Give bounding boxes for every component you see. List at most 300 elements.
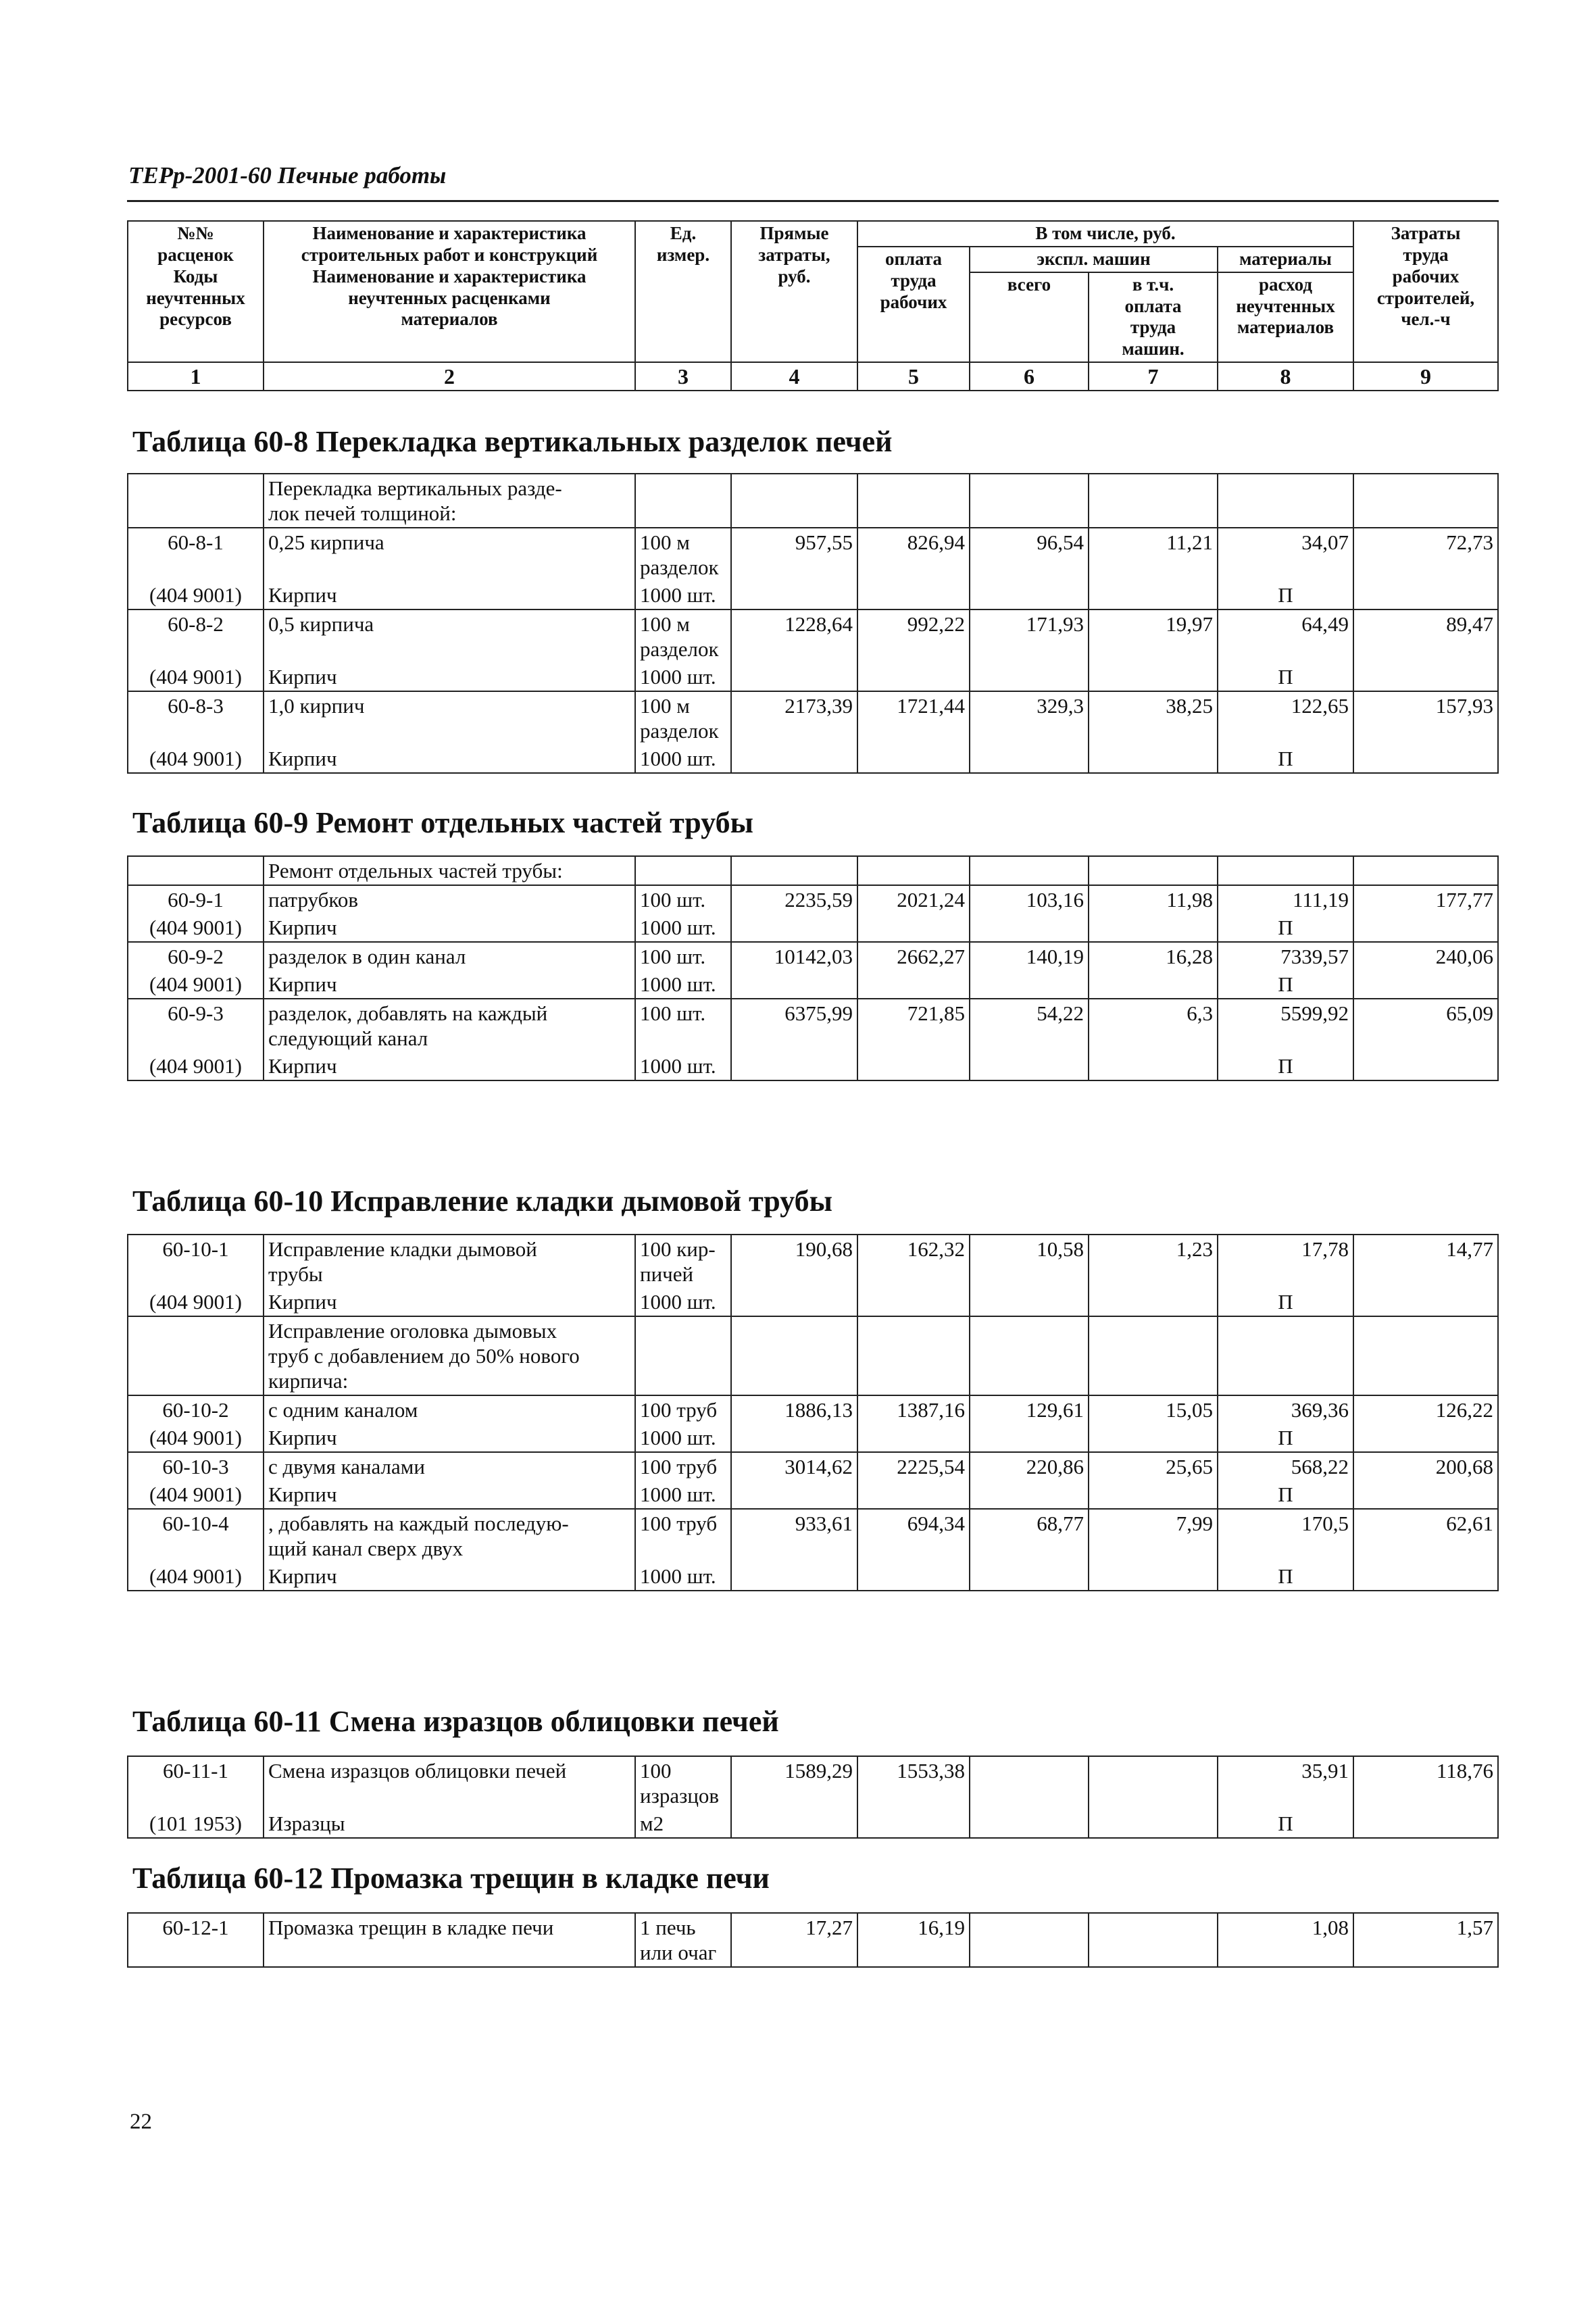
group-row: [128, 474, 1498, 528]
empty-cell: [731, 1562, 857, 1591]
header-machines: экспл. машин: [970, 247, 1218, 272]
table-row: [128, 1395, 1498, 1424]
header-line: расценок: [157, 244, 234, 265]
rate-code: 60-10-2: [128, 1395, 264, 1424]
table-title-60-9: Таблица 60-9 Ремонт отдельных частей трубы: [132, 806, 753, 839]
cell-line: 100 труб: [640, 1512, 718, 1535]
resource-material-mark: П: [1218, 581, 1353, 609]
value-mat: 111,19: [1218, 885, 1353, 914]
value-mat: 64,49: [1218, 609, 1353, 663]
table-row: [128, 885, 1498, 914]
value-direct: 6375,99: [731, 999, 857, 1052]
cell-line: 100 м: [640, 694, 690, 718]
unit: [635, 1452, 731, 1480]
work-name: [264, 528, 635, 581]
empty-cell: [635, 474, 731, 528]
resource-code: (101 1953): [128, 1810, 264, 1838]
resource-unit: 1000 шт.: [635, 1480, 731, 1509]
resource-name: Кирпич: [264, 1480, 635, 1509]
cell-line: разделок: [640, 555, 719, 579]
empty-cell: [1353, 1810, 1498, 1838]
value-mat: 17,78: [1218, 1235, 1353, 1288]
header-line: оплата: [1124, 295, 1182, 316]
cell-line: 100 труб: [640, 1455, 718, 1478]
resource-name: Кирпич: [264, 1288, 635, 1316]
resource-row: [128, 914, 1498, 942]
cell-line: лок печей толщиной:: [268, 501, 457, 525]
header-line: неучтенных: [146, 287, 245, 308]
cell-line: 0,5 кирпича: [268, 612, 374, 636]
column-number: 1: [128, 362, 264, 391]
column-number: 9: [1353, 362, 1498, 391]
header-line: Ед.: [670, 223, 697, 243]
empty-cell: [970, 581, 1089, 609]
resource-unit: 1000 шт.: [635, 1052, 731, 1080]
value-hours: 118,76: [1353, 1756, 1498, 1810]
value-hours: 157,93: [1353, 691, 1498, 745]
resource-row: [128, 1288, 1498, 1316]
unit: [635, 528, 731, 581]
value-mat: 369,36: [1218, 1395, 1353, 1424]
unit: [635, 1235, 731, 1288]
value-hours: 200,68: [1353, 1452, 1498, 1480]
value-mach-labor: 16,28: [1089, 942, 1218, 970]
table-row: [128, 942, 1498, 970]
value-labor: 1387,16: [857, 1395, 970, 1424]
value-hours: 62,61: [1353, 1509, 1498, 1562]
empty-cell: [1353, 474, 1498, 528]
empty-cell: [857, 856, 970, 885]
empty-cell: [1218, 1316, 1353, 1395]
empty-cell: [970, 474, 1089, 528]
table-row: [128, 1913, 1498, 1967]
table-60-8: [127, 473, 1499, 774]
rate-code: 60-8-1: [128, 528, 264, 581]
cell-line: 1,0 кирпич: [268, 694, 365, 718]
empty-cell: [970, 1480, 1089, 1509]
empty-cell: [857, 1562, 970, 1591]
value-direct: 933,61: [731, 1509, 857, 1562]
header-col-1: [128, 221, 264, 362]
cell-line: следующий канал: [268, 1026, 428, 1050]
value-hours: 72,73: [1353, 528, 1498, 581]
value-labor: 16,19: [857, 1913, 970, 1967]
empty-cell: [1218, 474, 1353, 528]
header-col-4: [731, 221, 857, 362]
rate-code: 60-11-1: [128, 1756, 264, 1810]
resource-material-mark: П: [1218, 914, 1353, 942]
empty-cell: [970, 663, 1089, 691]
header-materials-unaccounted: [1218, 272, 1353, 362]
cell-line: 100 кир-: [640, 1237, 716, 1261]
resource-row: [128, 745, 1498, 773]
header-line: затраты,: [758, 244, 830, 265]
cell-line: 100 м: [640, 530, 690, 554]
unit: [635, 1509, 731, 1562]
empty-cell: [857, 663, 970, 691]
value-direct: 1228,64: [731, 609, 857, 663]
resource-material-mark: П: [1218, 1480, 1353, 1509]
empty-cell: [857, 1288, 970, 1316]
empty-cell: [1353, 1316, 1498, 1395]
group-row: [128, 1316, 1498, 1395]
value-mat: 34,07: [1218, 528, 1353, 581]
header-labor-pay: [857, 247, 970, 362]
work-name: [264, 999, 635, 1052]
resource-unit: 1000 шт.: [635, 745, 731, 773]
empty-cell: [1353, 1052, 1498, 1080]
empty-cell: [1089, 914, 1218, 942]
value-mach-labor: 7,99: [1089, 1509, 1218, 1562]
unit: [635, 1395, 731, 1424]
resource-code: (404 9001): [128, 1288, 264, 1316]
resource-row: [128, 1810, 1498, 1838]
value-mach: 171,93: [970, 609, 1089, 663]
table-row: [128, 1509, 1498, 1562]
cell-line: 100 шт.: [640, 945, 706, 968]
resource-row: [128, 663, 1498, 691]
resource-material-mark: П: [1218, 1810, 1353, 1838]
empty-cell: [635, 1316, 731, 1395]
work-name: [264, 1452, 635, 1480]
unit: [635, 942, 731, 970]
table-row: [128, 609, 1498, 663]
empty-cell: [1089, 1480, 1218, 1509]
unit: [635, 1756, 731, 1810]
table-60-10: [127, 1234, 1499, 1591]
table-title-60-10: Таблица 60-10 Исправление кладки дымовой трубы: [132, 1185, 832, 1218]
value-hours: 89,47: [1353, 609, 1498, 663]
empty-cell: [731, 1052, 857, 1080]
header-line: руб.: [778, 266, 811, 287]
cell-line: патрубков: [268, 888, 359, 912]
header-materials: материалы: [1218, 247, 1353, 272]
value-mach-labor: 38,25: [1089, 691, 1218, 745]
header-line: Затраты: [1391, 223, 1461, 243]
value-mach: 10,58: [970, 1235, 1089, 1288]
cell-line: изразцов: [640, 1784, 720, 1808]
header-line: №№: [177, 223, 214, 243]
value-direct: 3014,62: [731, 1452, 857, 1480]
cell-line: разделок: [640, 637, 719, 661]
cell-line: разделок в один канал: [268, 945, 466, 968]
empty-cell: [1089, 1562, 1218, 1591]
table-title-60-11: Таблица 60-11 Смена изразцов облицовки печей: [132, 1705, 779, 1738]
value-hours: 240,06: [1353, 942, 1498, 970]
cell-line: 100 труб: [640, 1398, 718, 1422]
value-hours: 126,22: [1353, 1395, 1498, 1424]
value-labor: 992,22: [857, 609, 970, 663]
table-row: [128, 1452, 1498, 1480]
resource-code: (404 9001): [128, 581, 264, 609]
cell-line: 100: [640, 1759, 672, 1783]
empty-cell: [1353, 1424, 1498, 1452]
rate-code: 60-9-2: [128, 942, 264, 970]
value-labor: 2021,24: [857, 885, 970, 914]
value-mat: 5599,92: [1218, 999, 1353, 1052]
resource-row: [128, 970, 1498, 999]
empty-cell: [857, 914, 970, 942]
resource-name: Кирпич: [264, 663, 635, 691]
running-header: ТЕРр-2001-60 Печные работы: [128, 162, 447, 189]
value-labor: 1553,38: [857, 1756, 970, 1810]
header-line: машин.: [1122, 339, 1184, 359]
resource-name: Кирпич: [264, 745, 635, 773]
header-line: ресурсов: [159, 309, 232, 330]
resource-code: (404 9001): [128, 663, 264, 691]
empty-cell: [857, 1424, 970, 1452]
header-line: строительных работ и конструкций: [301, 244, 598, 265]
header-line: неучтенных: [1236, 295, 1335, 316]
header-line: оплата: [884, 248, 943, 269]
cell-line: кирпича:: [268, 1369, 349, 1393]
unit: [635, 609, 731, 663]
value-direct: 957,55: [731, 528, 857, 581]
empty-cell: [1218, 856, 1353, 885]
empty-cell: [970, 1424, 1089, 1452]
table-row: [128, 1756, 1498, 1810]
resource-code: (404 9001): [128, 1562, 264, 1591]
empty-cell: [731, 581, 857, 609]
header-line: в т.ч.: [1132, 274, 1174, 295]
value-labor: 1721,44: [857, 691, 970, 745]
unit: [635, 885, 731, 914]
value-direct: 1886,13: [731, 1395, 857, 1424]
empty-cell: [1089, 1316, 1218, 1395]
resource-material-mark: П: [1218, 1288, 1353, 1316]
value-hours: 14,77: [1353, 1235, 1498, 1288]
value-mach: 96,54: [970, 528, 1089, 581]
empty-cell: [857, 1052, 970, 1080]
empty-cell: [970, 1052, 1089, 1080]
resource-row: [128, 581, 1498, 609]
value-mach-labor: 25,65: [1089, 1452, 1218, 1480]
header-line: материалов: [401, 309, 498, 330]
resource-code: (404 9001): [128, 1480, 264, 1509]
group-label: [264, 856, 635, 885]
column-number: 8: [1218, 362, 1353, 391]
value-labor: 162,32: [857, 1235, 970, 1288]
empty-cell: [731, 1810, 857, 1838]
cell-line: Исправление оголовка дымовых: [268, 1319, 557, 1343]
table-row: [128, 1235, 1498, 1288]
empty-cell: [1353, 1562, 1498, 1591]
group-label: [264, 474, 635, 528]
resource-unit: 1000 шт.: [635, 1424, 731, 1452]
empty-cell: [857, 581, 970, 609]
empty-cell: [1089, 745, 1218, 773]
value-mach-labor: 15,05: [1089, 1395, 1218, 1424]
table-60-9: [127, 855, 1499, 1081]
resource-material-mark: П: [1218, 1052, 1353, 1080]
empty-cell: [128, 856, 264, 885]
work-name: [264, 1913, 635, 1967]
work-name: [264, 942, 635, 970]
empty-cell: [128, 474, 264, 528]
empty-cell: [1353, 970, 1498, 999]
resource-row: [128, 1052, 1498, 1080]
group-label: [264, 1316, 635, 1395]
table-row: [128, 528, 1498, 581]
header-line: Прямые: [759, 223, 829, 243]
empty-cell: [970, 970, 1089, 999]
cell-line: 0,25 кирпича: [268, 530, 384, 554]
header-rule: [127, 200, 1499, 202]
resource-name: Кирпич: [264, 1052, 635, 1080]
resource-unit: 1000 шт.: [635, 970, 731, 999]
cell-line: 100 шт.: [640, 1001, 706, 1025]
work-name: [264, 609, 635, 663]
empty-cell: [731, 745, 857, 773]
empty-cell: [1353, 856, 1498, 885]
header-line: неучтенных расценками: [348, 287, 551, 308]
value-mat: 35,91: [1218, 1756, 1353, 1810]
empty-cell: [1089, 1424, 1218, 1452]
header-line: Наименование и характеристика: [312, 266, 587, 287]
empty-cell: [731, 1288, 857, 1316]
header-line: измер.: [656, 244, 710, 265]
column-number: 7: [1089, 362, 1218, 391]
resource-name: Кирпич: [264, 1562, 635, 1591]
unit: [635, 1913, 731, 1967]
resource-name: Изразцы: [264, 1810, 635, 1838]
header-line: рабочих: [880, 291, 947, 312]
header-line: Коды: [173, 266, 218, 287]
value-labor: 721,85: [857, 999, 970, 1052]
column-number: 6: [970, 362, 1089, 391]
resource-name: Кирпич: [264, 581, 635, 609]
empty-cell: [857, 1316, 970, 1395]
empty-cell: [1089, 1810, 1218, 1838]
column-number: 2: [264, 362, 635, 391]
rate-code: 60-10-3: [128, 1452, 264, 1480]
resource-unit: 1000 шт.: [635, 1288, 731, 1316]
resource-code: (404 9001): [128, 1052, 264, 1080]
header-line: чел.-ч: [1401, 309, 1451, 330]
value-hours: 65,09: [1353, 999, 1498, 1052]
empty-cell: [857, 1810, 970, 1838]
empty-cell: [635, 856, 731, 885]
cell-line: 100 шт.: [640, 888, 706, 912]
empty-cell: [1089, 581, 1218, 609]
header-machines-total: всего: [970, 272, 1089, 362]
cell-line: с одним каналом: [268, 1398, 418, 1422]
resource-unit: м2: [635, 1810, 731, 1838]
value-mach: [970, 1756, 1089, 1810]
cell-line: с двумя каналами: [268, 1455, 425, 1478]
empty-cell: [1089, 970, 1218, 999]
resource-unit: 1000 шт.: [635, 1562, 731, 1591]
cell-line: 100 м: [640, 612, 690, 636]
unit: [635, 691, 731, 745]
empty-cell: [731, 970, 857, 999]
cell-line: разделок, добавлять на каждый: [268, 1001, 548, 1025]
empty-cell: [1089, 1052, 1218, 1080]
header-col-9: [1353, 221, 1498, 362]
value-mach: 140,19: [970, 942, 1089, 970]
resource-material-mark: П: [1218, 1424, 1353, 1452]
value-mach-labor: 11,98: [1089, 885, 1218, 914]
value-direct: 10142,03: [731, 942, 857, 970]
empty-cell: [731, 474, 857, 528]
value-mach-labor: [1089, 1756, 1218, 1810]
rate-code: 60-12-1: [128, 1913, 264, 1967]
column-number-row: [128, 362, 1498, 391]
value-mach-labor: 6,3: [1089, 999, 1218, 1052]
header-line: труда: [1403, 244, 1449, 265]
work-name: [264, 1509, 635, 1562]
unit: [635, 999, 731, 1052]
empty-cell: [970, 1810, 1089, 1838]
empty-cell: [1089, 663, 1218, 691]
table-60-11: [127, 1756, 1499, 1839]
value-labor: 694,34: [857, 1509, 970, 1562]
value-hours: 1,57: [1353, 1913, 1498, 1967]
resource-material-mark: П: [1218, 1562, 1353, 1591]
cell-line: Ремонт отдельных частей трубы:: [268, 859, 563, 882]
resource-name: Кирпич: [264, 914, 635, 942]
empty-cell: [1353, 914, 1498, 942]
resource-unit: 1000 шт.: [635, 581, 731, 609]
rate-code: 60-10-1: [128, 1235, 264, 1288]
cell-line: 1 печь: [640, 1916, 696, 1939]
header-line: рабочих: [1392, 266, 1460, 287]
empty-cell: [731, 856, 857, 885]
header-line: материалов: [1237, 317, 1335, 338]
value-direct: 190,68: [731, 1235, 857, 1288]
cell-line: Смена изразцов облицовки печей: [268, 1759, 567, 1783]
empty-cell: [970, 1316, 1089, 1395]
value-labor: 2662,27: [857, 942, 970, 970]
group-row: [128, 856, 1498, 885]
work-name: [264, 691, 635, 745]
value-direct: 17,27: [731, 1913, 857, 1967]
resource-row: [128, 1562, 1498, 1591]
column-number: 4: [731, 362, 857, 391]
empty-cell: [731, 1424, 857, 1452]
header-line: расход: [1259, 274, 1312, 295]
table-row: [128, 691, 1498, 745]
cell-line: Промазка трещин в кладке печи: [268, 1916, 554, 1939]
table-row: [128, 999, 1498, 1052]
resource-name: Кирпич: [264, 970, 635, 999]
empty-cell: [731, 914, 857, 942]
value-direct: 2235,59: [731, 885, 857, 914]
resource-row: [128, 1424, 1498, 1452]
empty-cell: [857, 745, 970, 773]
value-mach: [970, 1913, 1089, 1967]
resource-material-mark: П: [1218, 745, 1353, 773]
table-title-60-8: Таблица 60-8 Перекладка вертикальных разделок печей: [132, 425, 893, 458]
rate-code: 60-9-3: [128, 999, 264, 1052]
value-labor: 2225,54: [857, 1452, 970, 1480]
work-name: [264, 1756, 635, 1810]
empty-cell: [1353, 663, 1498, 691]
cell-line: или очаг: [640, 1941, 717, 1964]
empty-cell: [731, 663, 857, 691]
empty-cell: [857, 474, 970, 528]
resource-code: (404 9001): [128, 970, 264, 999]
value-labor: 826,94: [857, 528, 970, 581]
table-60-12: [127, 1912, 1499, 1968]
cell-line: Перекладка вертикальных разде-: [268, 476, 562, 500]
value-mach-labor: 11,21: [1089, 528, 1218, 581]
rate-code: 60-8-2: [128, 609, 264, 663]
value-hours: 177,77: [1353, 885, 1498, 914]
empty-cell: [1089, 474, 1218, 528]
empty-cell: [970, 914, 1089, 942]
table-title-60-12: Таблица 60-12 Промазка трещин в кладке печи: [132, 1862, 770, 1895]
